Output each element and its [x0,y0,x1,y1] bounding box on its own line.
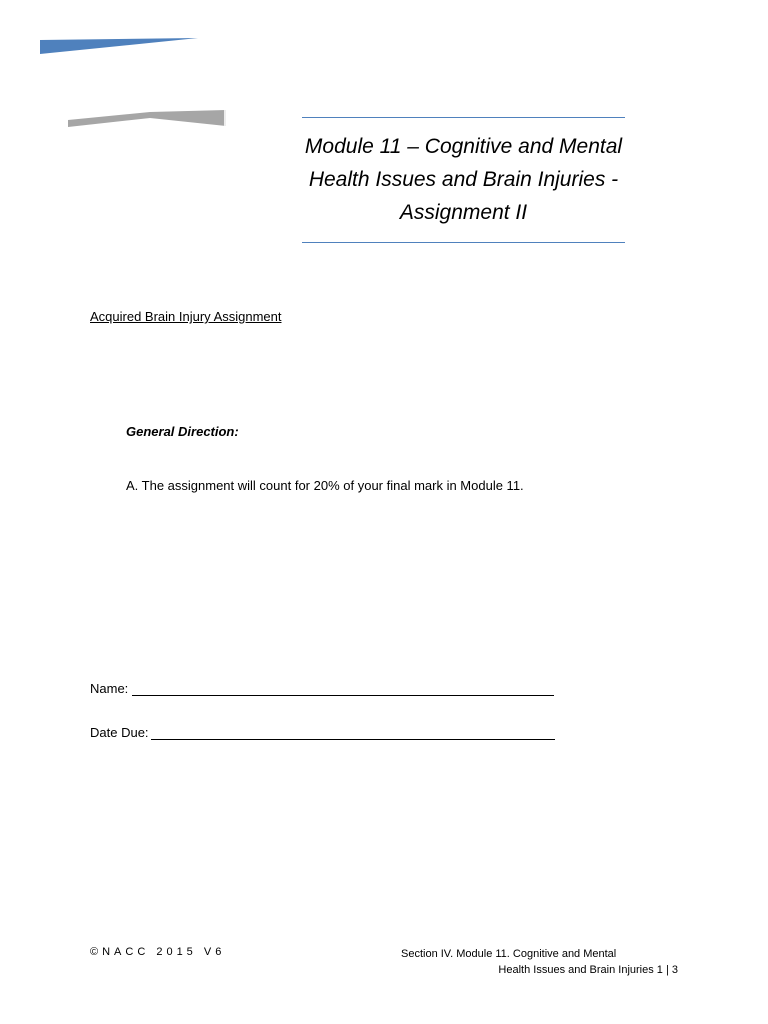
gray-swoosh-shape [68,110,226,127]
footer-section-line-2: Health Issues and Brain Injuries 1 | 3 [498,964,678,976]
blue-swoosh-shape [40,38,198,54]
footer-section-line-1: Section IV. Module 11. Cognitive and Mental [401,948,617,960]
title-block [302,117,625,243]
subject-heading: Acquired Brain Injury Assignment [90,309,282,324]
name-blank-line[interactable] [132,680,554,696]
date-due-field-row [90,724,555,740]
direction-item-a: A. The assignment will count for 20% of your final mark in Module 11. [126,478,524,493]
name-field-row [90,680,554,696]
date-due-blank-line[interactable] [151,724,555,740]
footer-section-info [378,946,678,978]
date-due-label: Date Due: [90,725,149,740]
general-direction-label: General Direction: [126,424,239,439]
footer-copyright: ©NACC 2015 V6 [90,946,226,958]
page-title: Module 11 – Cognitive and Mental Health Issues and Brain Injuries - Assignment II [304,135,623,224]
name-label: Name: [90,681,129,696]
gray-swoosh-end [224,110,226,126]
